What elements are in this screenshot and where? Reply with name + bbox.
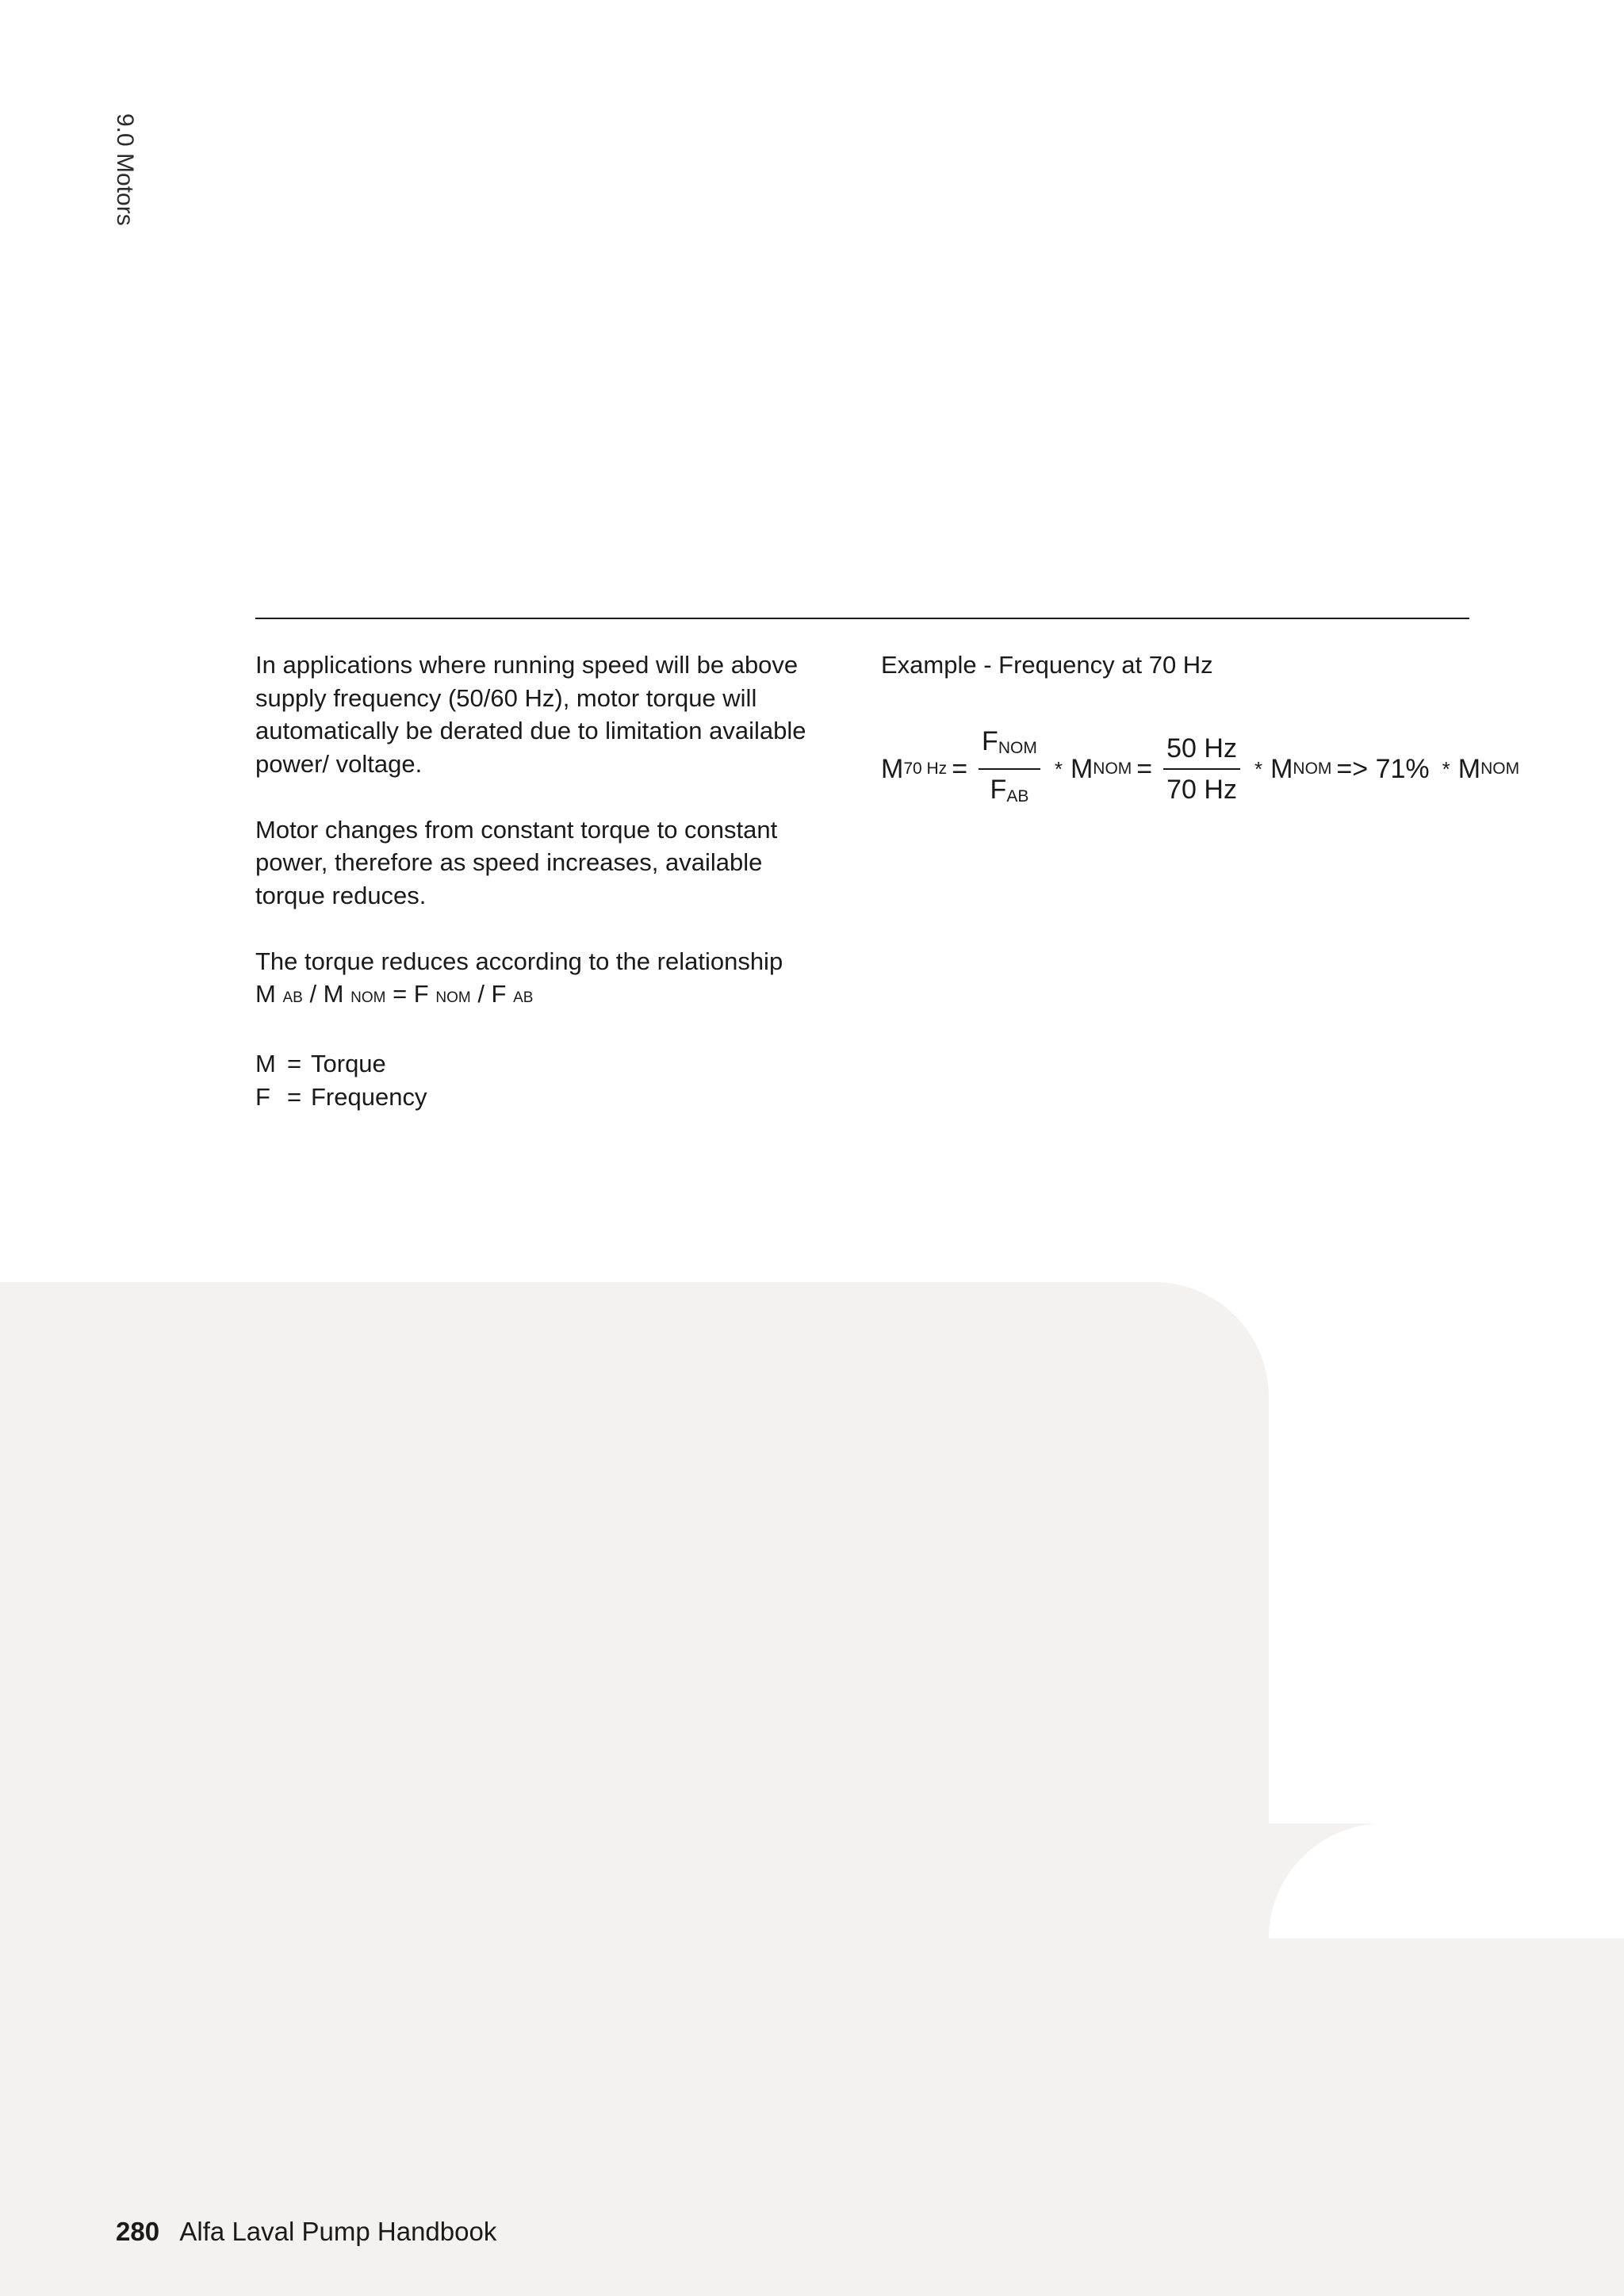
fraction-hz: $\frac{50 Hz}{70 Hz}$ bbox=[1163, 733, 1240, 805]
example-heading: Example - Frequency at 70 Hz bbox=[881, 651, 1213, 679]
background-corner bbox=[1269, 1823, 1384, 1938]
left-column bbox=[255, 649, 834, 1113]
paragraph-relationship bbox=[255, 945, 834, 1015]
page-footer bbox=[116, 2217, 496, 2247]
relationship-formula: M AB / M NOM = F NOM / F AB bbox=[255, 980, 534, 1008]
definition-meaning: Torque bbox=[311, 1050, 386, 1077]
definitions-list bbox=[255, 1047, 834, 1113]
paragraph-constant-power: Motor changes from constant torque to constant power, therefore as speed increases, available torque reduces. bbox=[255, 815, 778, 909]
example-formula: M 70 Hz = $\frac{\text{FNOM}}{\text{FAB}}$ * M NOM = $\frac{50 Hz}{70 Hz}$ * M NOM => 71% * M NOM bbox=[881, 725, 1519, 813]
section-divider bbox=[255, 618, 1469, 619]
definition-row bbox=[255, 1081, 834, 1114]
definition-row bbox=[255, 1047, 834, 1081]
definition-meaning: Frequency bbox=[311, 1082, 427, 1111]
definition-equals: = bbox=[287, 1050, 302, 1077]
right-column bbox=[881, 649, 1484, 682]
definition-symbol: M bbox=[255, 1050, 276, 1077]
relationship-intro: The torque reduces according to the relationship bbox=[255, 947, 783, 975]
fraction-frequency: $\frac{\text{FNOM}}{\text{FAB}}$ bbox=[979, 726, 1040, 812]
page-number: 280 bbox=[116, 2217, 160, 2246]
paragraph-derating: In applications where running speed will be above supply frequency (50/60 Hz), motor torque will automatically be derated due to limitation available power/ voltage. bbox=[255, 651, 806, 778]
definition-equals: = bbox=[287, 1082, 302, 1111]
definition-symbol: F bbox=[255, 1082, 270, 1111]
section-tab: 9.0 Motors bbox=[112, 113, 138, 226]
footer-title: Alfa Laval Pump Handbook bbox=[179, 2217, 497, 2246]
